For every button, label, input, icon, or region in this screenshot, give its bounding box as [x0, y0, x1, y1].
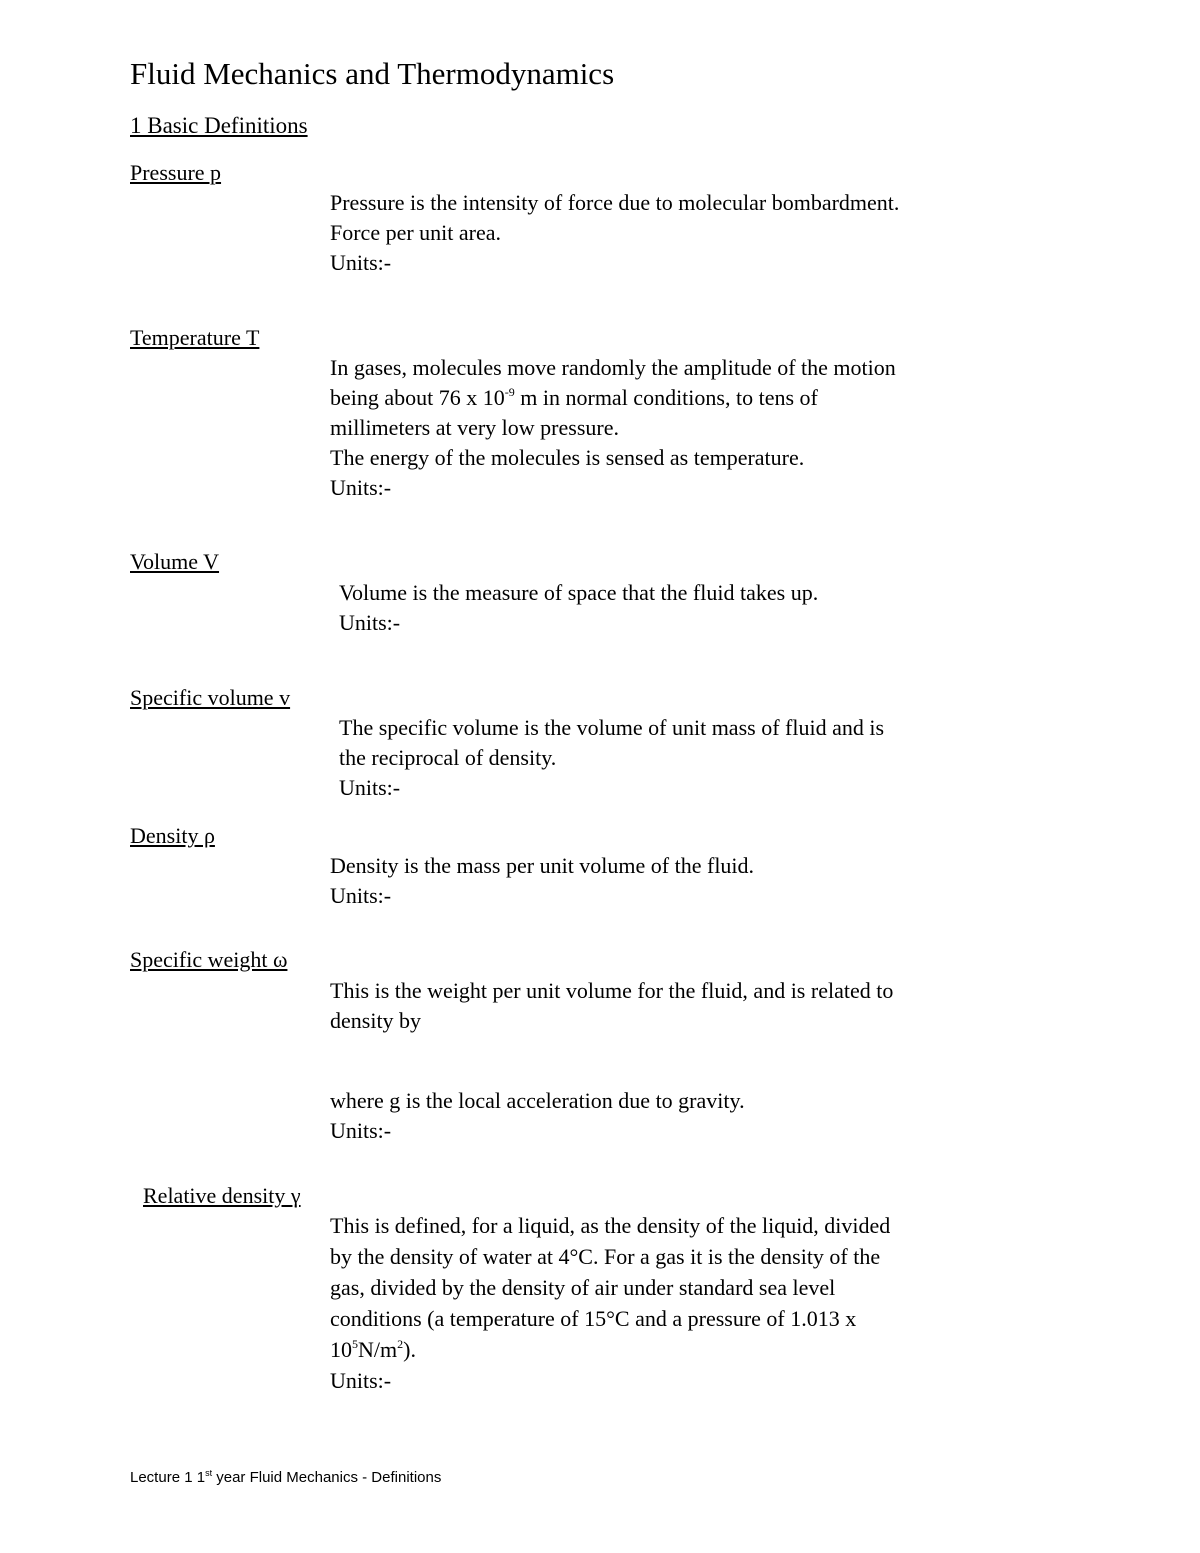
definition-line [330, 383, 896, 413]
units-line: Units:- [339, 775, 401, 800]
definition-line: density by [330, 1008, 422, 1033]
definition-line: In gases, molecules move randomly the amplitude of the motion [330, 355, 896, 380]
definition-specific-weight-continued [330, 1086, 745, 1146]
definition-line: Pressure is the intensity of force due to molecular bombardment. [330, 190, 900, 215]
term-density: Density ρ [130, 823, 215, 848]
definition-line: The specific volume is the volume of unit mass of fluid and is [339, 715, 885, 740]
term-relative-density: Relative density γ [143, 1183, 301, 1208]
exponent: 5 [352, 1337, 358, 1351]
text-run: being about 76 x 10 [330, 385, 505, 410]
definition-volume [339, 578, 818, 638]
definition-specific-weight [330, 976, 893, 1036]
exponent: 2 [397, 1337, 404, 1351]
term-specific-volume: Specific volume v [130, 685, 291, 710]
definition-line: the reciprocal of density. [339, 745, 557, 770]
definition-line: by the density of water at 4°C. For a gas it is the density of the [330, 1244, 881, 1269]
definition-line: Density is the mass per unit volume of the fluid. [330, 853, 755, 878]
definition-line: This is defined, for a liquid, as the density of the liquid, divided [330, 1213, 891, 1238]
text-run: Lecture 1 1 [130, 1469, 206, 1486]
term-volume: Volume V [130, 549, 220, 574]
definition-line: conditions (a temperature of 15°C and a pressure of 1.013 x [330, 1306, 857, 1331]
text-run: m in normal conditions, to tens of [514, 385, 818, 410]
definition-pressure [330, 188, 899, 278]
units-line: Units:- [330, 1368, 392, 1393]
units-line: Units:- [330, 1118, 392, 1143]
definition-relative-density [330, 1211, 890, 1397]
definition-line: The energy of the molecules is sensed as temperature. [330, 445, 805, 470]
units-line: Units:- [330, 250, 392, 275]
text-run: 10 [330, 1337, 352, 1362]
definition-density [330, 851, 754, 911]
definition-line: This is the weight per unit volume for the fluid, and is related to [330, 978, 894, 1003]
text-run: year Fluid Mechanics - Definitions [212, 1469, 442, 1486]
text-run: ). [403, 1337, 416, 1362]
document-title: Fluid Mechanics and Thermodynamics [130, 56, 615, 91]
units-line: Units:- [339, 610, 401, 635]
exponent: -9 [504, 385, 515, 399]
term-pressure: Pressure p [130, 160, 222, 185]
definition-temperature [330, 353, 896, 503]
section-heading: 1 Basic Definitions [130, 113, 308, 138]
ordinal-suffix: st [205, 1468, 213, 1478]
definition-line: Volume is the measure of space that the fluid takes up. [339, 580, 819, 605]
term-specific-weight: Specific weight ω [130, 947, 288, 972]
page-footer [130, 1468, 441, 1488]
units-line: Units:- [330, 475, 392, 500]
definition-line: where g is the local acceleration due to gravity. [330, 1088, 745, 1113]
text-run: N/m [358, 1337, 398, 1362]
definition-line: gas, divided by the density of air under standard sea level [330, 1275, 836, 1300]
definition-line [330, 1335, 890, 1366]
definition-line: millimeters at very low pressure. [330, 415, 619, 440]
definition-specific-volume [339, 713, 884, 803]
definition-line: Force per unit area. [330, 220, 502, 245]
term-temperature: Temperature T [130, 325, 260, 350]
units-line: Units:- [330, 883, 392, 908]
